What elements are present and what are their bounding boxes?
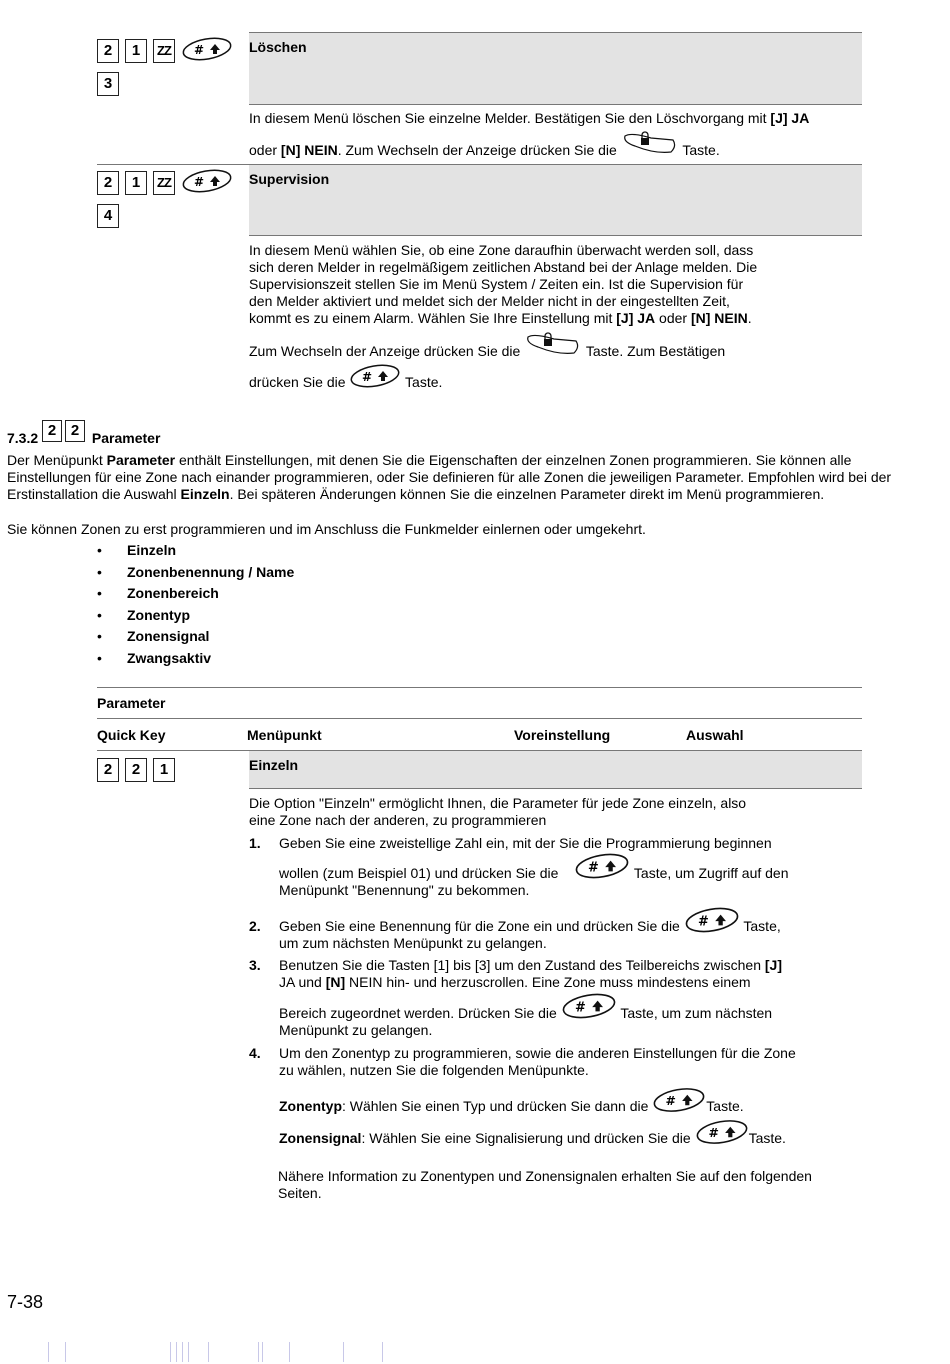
key-2: 2	[97, 171, 119, 195]
lock-display-button-icon	[524, 331, 582, 357]
loeschen-text-2: oder [N] NEIN. Zum Wechseln der Anzeige drücken Sie die Taste.	[249, 142, 869, 159]
step-1-line-1: Geben Sie eine zweistellige Zahl ein, mit der Sie die Programmierung beginnen	[279, 835, 772, 851]
svg-text:#: #	[194, 175, 205, 189]
supervision-switch-text: Zum Wechseln der Anzeige drücken Sie die Taste. Zum Bestätigen	[249, 343, 849, 360]
svg-text:#: #	[574, 1000, 586, 1016]
loeschen-title: Löschen	[249, 39, 307, 55]
key-2: 2	[42, 420, 62, 442]
step-3-line-1: Benutzen Sie die Tasten [1] bis [3] um den Zustand des Teilbereichs zwischen [J]	[279, 957, 783, 973]
hash-enter-button-icon	[684, 906, 740, 934]
zonensignal-line: Zonensignal: Wählen Sie eine Signalisierung und drücken Sie die # Taste.	[279, 1130, 849, 1147]
svg-text:#: #	[194, 43, 205, 57]
step-4-number: 4.	[249, 1045, 261, 1061]
key-1: 1	[125, 171, 147, 195]
step-3-line-3: Bereich zugeordnet werden. Drücken Sie die # Taste, um zum nächsten	[279, 1005, 849, 1022]
zonentyp-line: Zonentyp: Wählen Sie einen Typ und drücken Sie dann die # Taste.	[279, 1098, 849, 1115]
section-paragraph-2: Sie können Zonen zu erst programmieren und im Anschluss die Funkmelder einlernen oder umgekehrt.	[7, 521, 646, 537]
einzeln-quick-keys	[97, 758, 181, 782]
step-4-line-1: Um den Zonentyp zu programmieren, sowie die anderen Einstellungen für die Zone	[279, 1045, 796, 1061]
column-header-voreinstellung: Voreinstellung	[514, 727, 611, 743]
list-item: • Zonenbereich	[127, 585, 294, 607]
step-4-line-2: zu wählen, nutzen Sie die folgenden Menüpunkte.	[279, 1062, 589, 1078]
svg-text:#: #	[588, 860, 600, 876]
table-caption: Parameter	[97, 695, 166, 711]
step-1-line-3: Menüpunkt "Benennung" zu bekommen.	[279, 882, 530, 898]
column-header-auswahl: Auswahl	[686, 727, 744, 743]
column-header-menuepunkt: Menüpunkt	[247, 727, 322, 743]
section-title: Parameter	[91, 430, 161, 446]
table-caption-rule	[97, 718, 862, 719]
list-item: • Zonenbenennung / Name	[127, 564, 294, 586]
lock-display-button-icon	[621, 130, 679, 156]
loeschen-text-1: In diesem Menü löschen Sie einzelne Melder. Bestätigen Sie den Löschvorgang mit [J] JA	[249, 110, 810, 126]
key-2: 2	[97, 758, 119, 782]
key-1: 1	[153, 758, 175, 782]
hash-enter-button-icon	[561, 992, 617, 1020]
section-paragraph-1: Der Menüpunkt Parameter enthält Einstellungen, mit denen Sie die Eigenschaften der einzelnen Zonen programmieren. Sie können alle Einstellungen für eine Zone nach einander programmieren, oder Sie definieren für alle Zonen die jeweiligen Parameter. Empfohlen wird bei der Erstinstallation die Auswahl Einzeln. Bei späteren Änderungen können Sie die einzelnen Parameter direkt im Menü programmieren.	[7, 452, 892, 502]
column-header-quick-key: Quick Key	[97, 727, 166, 743]
list-item: • Zonensignal	[127, 628, 294, 650]
svg-text:#: #	[362, 370, 373, 385]
step-3-number: 3.	[249, 957, 261, 973]
loeschen-quick-key-row2	[97, 72, 125, 96]
hash-enter-button-icon	[181, 168, 233, 194]
key-2: 2	[97, 39, 119, 63]
section-number: 7.3.2	[7, 430, 39, 446]
list-item: • Zwangsaktiv	[127, 650, 294, 672]
key-3: 3	[97, 72, 119, 96]
parameter-bullet-list	[127, 542, 294, 672]
key-4: 4	[97, 204, 119, 228]
loeschen-header-band	[249, 32, 862, 105]
section-heading	[7, 420, 161, 446]
supervision-quick-key-row2	[97, 204, 125, 228]
einzeln-title: Einzeln	[249, 757, 299, 773]
key-2: 2	[125, 758, 147, 782]
step-2-line-1: Geben Sie eine Benennung für die Zone ein und drücken Sie die # Taste,	[279, 918, 849, 935]
svg-text:#: #	[665, 1093, 677, 1109]
info-text: Nähere Information zu Zonentypen und Zonensignalen erhalten Sie auf den folgenden Seiten.	[278, 1168, 812, 1201]
key-2: 2	[65, 420, 85, 442]
hash-enter-button-icon	[652, 1086, 706, 1114]
hash-enter-button-icon	[695, 1118, 749, 1146]
page-number: 7-38	[7, 1292, 44, 1312]
supervision-confirm-text: drücken Sie die # Taste.	[249, 374, 849, 391]
step-3-line-4: Menüpunkt zu gelangen.	[279, 1022, 433, 1038]
step-2-number: 2.	[249, 918, 261, 934]
table-top-rule	[97, 687, 862, 688]
einzeln-header-band	[249, 751, 862, 789]
svg-text:#: #	[708, 1125, 719, 1141]
step-1-line-2: wollen (zum Beispiel 01) und drücken Sie die # Taste, um Zugriff auf den	[279, 865, 849, 882]
key-zz: ZZ	[153, 171, 175, 195]
supervision-title: Supervision	[249, 171, 330, 187]
hash-enter-button-icon	[349, 363, 401, 389]
svg-text:#: #	[697, 914, 709, 930]
supervision-quick-keys	[97, 171, 233, 195]
loeschen-quick-keys	[97, 39, 233, 63]
key-1: 1	[125, 39, 147, 63]
hash-enter-button-icon	[181, 36, 233, 62]
supervision-text: In diesem Menü wählen Sie, ob eine Zone daraufhin überwacht werden soll, dass sich deren Melder in regelmäßigem zeitlichen Abstand bei der Anlage melden. Die Supervisionszeit stellen Sie im Menü System / Zeiten ein. Ist die Supervision für den Melder aktiviert und meldet sich der Melder nicht in der eingestellten Zeit, kommt es zu einem Alarm. Wählen Sie Ihre Einstellung mit [J] JA oder [N] NEIN.	[249, 242, 758, 326]
einzeln-intro: Die Option "Einzeln" ermöglicht Ihnen, die Parameter für jede Zone einzeln, also eine Zone nach der anderen, zu programmieren	[249, 795, 747, 828]
step-3-line-2: JA und [N] NEIN hin- und herzuscrollen. Eine Zone muss mindestens einem	[279, 974, 751, 990]
list-item: • Einzeln	[127, 542, 294, 564]
list-item: • Zonentyp	[127, 607, 294, 629]
step-2-line-2: um zum nächsten Menüpunkt zu gelangen.	[279, 935, 547, 951]
step-1-number: 1.	[249, 835, 261, 851]
hash-enter-button-icon	[574, 852, 630, 880]
key-zz: ZZ	[153, 39, 175, 63]
supervision-header-band	[249, 165, 862, 236]
